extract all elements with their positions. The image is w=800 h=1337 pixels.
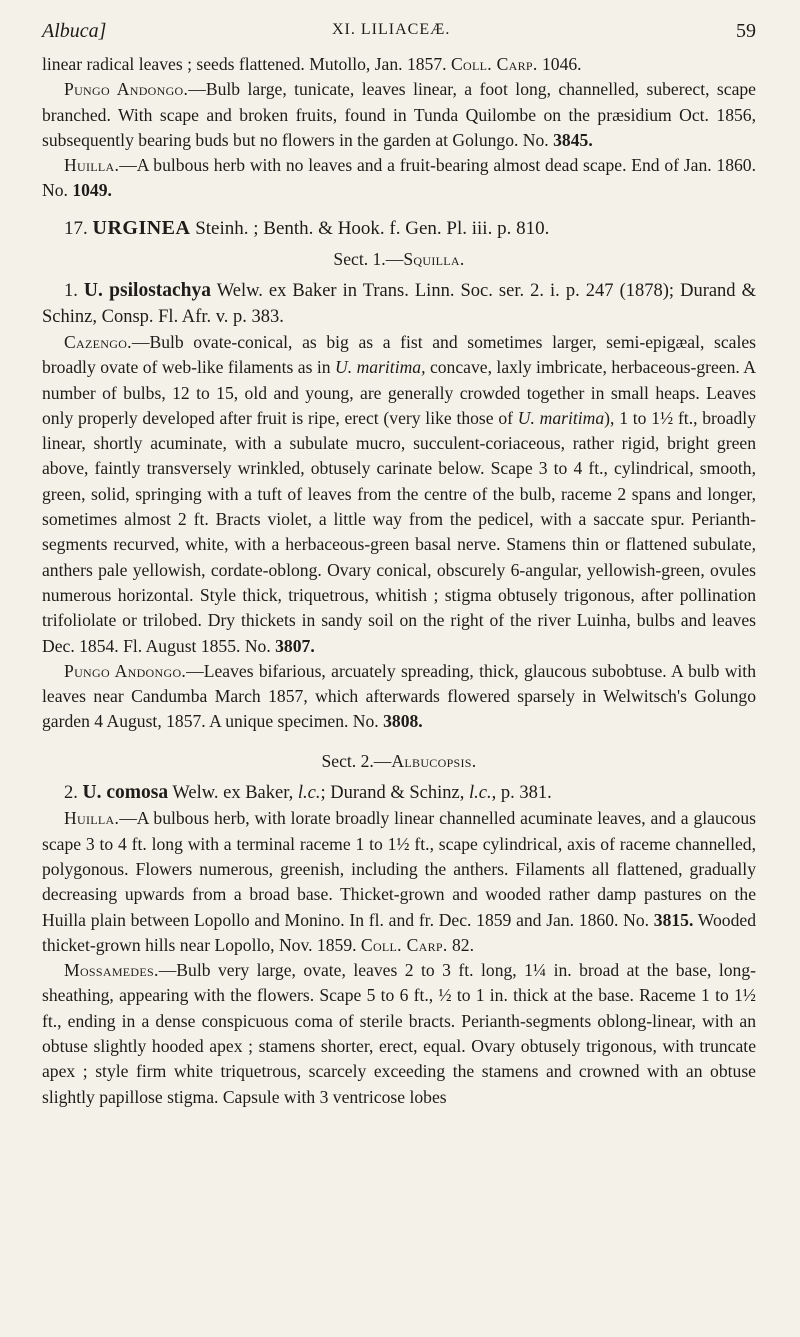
species-reference: U. maritima,: [335, 357, 426, 378]
genus-number: 17.: [64, 217, 88, 239]
text: —Bulb very large, ovate, leaves 2 to 3 ft. long, 1¼ in. broad at the base, long-sheathing, appearing with the flowers. Scape 5 to 6 ft., ½ to 1 in. thick at the base. Raceme 1 to 1½ ft., ending in a dense conspicuous coma of sterile bracts. Perianth-segments oblong-linear, with an obtuse slightly hooded apex ; stamens shorter, erect, equal. Ovary obtusely trigonous, with truncate apex ; style firm white triquetrous, scarcely exceeding the stamens and crowned with an obtuse slightly papillose stigma. Capsule with 3 ventricose lobes: [42, 960, 756, 1107]
paragraph-cazengo: [42, 330, 756, 659]
genus-authority: Steinh. ; Benth. & Hook. f. Gen. Pl. iii. p. 810.: [195, 217, 550, 239]
page-number: 59: [736, 20, 756, 42]
specimen-number: 1049.: [72, 180, 112, 201]
species-citation: ; Durand & Schinz,: [320, 783, 465, 804]
text: —A bulbous herb with no leaves and a fruit-bearing almost dead scape. End of Jan. 1860. No.: [42, 155, 756, 201]
text: concave, laxly imbricate, herbaceous-green. A number of bulbs, 12 to 15, old and young, are generally crowded together in small heaps. Leaves only properly developed after fruit is ripe, erect (very like those of: [42, 357, 756, 428]
text: —Leaves bifarious, arcuately spreading, thick, glaucous subobtuse. A bulb with leaves near Candumba March 1857, which afterwards flowered sparsely in Welwitsch's Golungo garden 4 August, 1857. A unique specimen. No.: [42, 660, 756, 732]
species-name: U. comosa: [82, 782, 169, 804]
paragraph-huilla-2: [42, 806, 756, 958]
running-head-genus: Albuca]: [42, 20, 107, 42]
specimen-number: 3807.: [275, 635, 315, 656]
paragraph-pungo-andongo-2: [42, 659, 756, 735]
locality: Huilla.: [64, 155, 120, 176]
paragraph-pungo-andongo: [42, 77, 756, 153]
collector-label: Coll. Carp.: [360, 934, 448, 955]
section-label: Sect. 1.—: [333, 249, 404, 270]
section-heading-1: [42, 247, 756, 272]
specimen-number: 3808.: [383, 711, 423, 732]
section-label: Sect. 2.—: [321, 750, 392, 771]
species-citation: , p. 381.: [491, 783, 552, 804]
locality: Mossamedes.: [64, 960, 159, 981]
species-heading-2: [42, 780, 756, 806]
specimen-number: 3845.: [553, 129, 593, 150]
text: ), 1 to 1½ ft., broadly linear, shortly acuminate, with a subulate mucro, succulent-coriaceous, rather rigid, bright green above, faintly transversely wrinkled, obtusely carinate below. Scape 3 to 4 ft., cylindrical, smooth, green, solid, springing with a tuft of leaves from the centre of the bulb, raceme 2 spans and longer, sometimes almost 2 ft. Bracts violet, a little way from the pedicel, with a saccate spur. Perianth-segments recurved, white, with a herbaceous-green basal nerve. Stamens thin or flattened subulate, anthers pale yellowish, cordate-oblong. Ovary conical, obscurely 6-angular, yellowish-green, ovules numerous horizontal. Style thick, triquetrous, whitish ; stigma obtusely trigonous, after pollination trifoliolate or trilobed. Dry thickets in sandy soil on the right of the river Luinha, bulbs and leaves Dec. 1854. Fl. August 1855. No.: [42, 407, 756, 656]
species-number: 2.: [64, 783, 78, 804]
collector-label: Coll. Carp.: [450, 54, 538, 74]
specimen-number: 3815.: [653, 909, 694, 930]
section-name: Squilla.: [403, 249, 465, 270]
locality: Pungo Andongo.: [64, 79, 189, 100]
specimen-number: 82.: [451, 934, 474, 955]
locality: Pungo Andongo.: [64, 660, 187, 681]
locality: Cazengo.: [64, 331, 132, 352]
species-name: U. psilostachya: [83, 280, 212, 302]
genus-name: URGINEA: [92, 216, 191, 239]
species-citation: Welw. ex Baker in Trans. Linn. Soc. ser. 2. i. p. 247 (1878); Durand & Schinz, Consp. Fl. Afr. v. p. 383.: [42, 281, 756, 327]
text: —Bulb ovate-conical, as big as a fist and sometimes larger, semi-epigæal, scales broadly ovate of web-like filaments as in: [42, 331, 756, 378]
loc-cit: l.c.: [469, 783, 492, 804]
species-heading-1: [42, 278, 756, 330]
specimen-number: 1046.: [541, 54, 582, 74]
paragraph-huilla: [42, 153, 756, 204]
running-header: [42, 10, 756, 48]
species-reference: U. maritima: [517, 407, 605, 428]
text: Wooded thicket-grown hills near Lopollo, Nov. 1859.: [42, 909, 756, 955]
paragraph-continuation: [42, 52, 756, 77]
paragraph-mossamedes: [42, 958, 756, 1110]
loc-cit: l.c.: [297, 783, 321, 804]
genus-heading: [42, 216, 756, 241]
species-number: 1.: [64, 281, 78, 302]
text: —Bulb large, tunicate, leaves linear, a foot long, channelled, suberect, scape branched. With scape and broken fruits, found in Tunda Quilombe on the præsidium Oct. 1856, subsequently bearing buds but no flowers in the garden at Golungo. No.: [42, 79, 756, 150]
species-citation: Welw. ex Baker,: [172, 783, 294, 804]
locality: Huilla.: [64, 808, 120, 829]
text: —A bulbous herb, with lorate broadly linear channelled acuminate leaves, and a glaucous scape 3 to 4 ft. long with a terminal raceme 1 to 1½ ft., scape cylindrical, axis of raceme channelled, polygonous. Flowers numerous, greenish, including the anthers. Filaments all flattened, gradually decreasing upwards from a broad base. Thicket-grown and wooded rather damp pastures on the Huilla plain between Lopollo and Monino. In fl. and fr. Dec. 1859 and Jan. 1860. No.: [42, 808, 756, 930]
section-name: Albucopsis.: [391, 750, 477, 771]
text: linear radical leaves ; seeds flattened. Mutollo, Jan. 1857.: [42, 54, 447, 74]
running-head-family: XI. LILIACEÆ.: [332, 21, 451, 38]
section-heading-2: [42, 749, 756, 774]
